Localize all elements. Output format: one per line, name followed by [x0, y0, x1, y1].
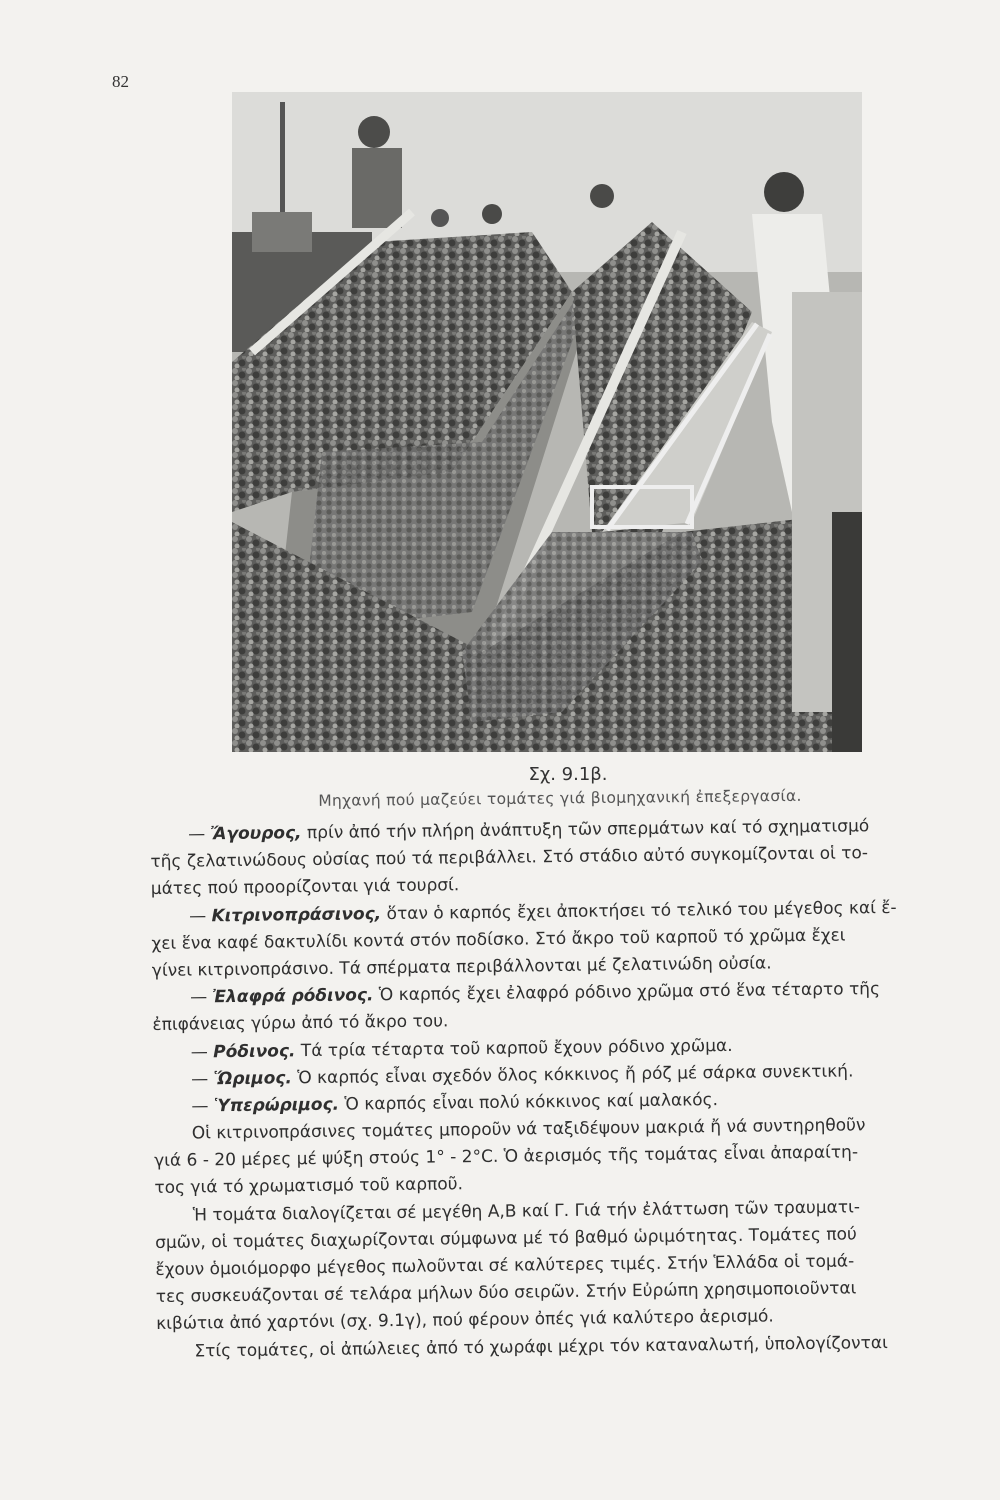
term-rodinos: Ρόδινος.	[213, 1040, 296, 1062]
term-definition: Ὁ καρπός ἔχει ἐλαφρό ρόδινο χρῶμα στό ἕνα τέταρτο τῆς	[373, 979, 881, 1006]
figure-caption: Μηχανή πού μαζεύει τομάτες γιά βιομηχανική ἐπεξεργασία.	[318, 786, 802, 810]
figure-label: Σχ. 9.1β.	[528, 764, 608, 785]
text-line: τῆς ζελατινώδους οὐσίας πού τά περιβάλλει. Στό στάδιο αὐτό συγκομίζονται οἱ το-	[150, 843, 869, 873]
text-line: γιά 6 - 20 μέρες μέ ψύξη στούς 1° - 2°C. Ὁ ἀερισμός τῆς τομάτας εἶναι ἀπαραίτη-	[154, 1142, 859, 1172]
term-kitrinoprasinos: Κιτρινοπράσινος,	[211, 903, 382, 926]
text-line: κιβώτια ἀπό χαρτόνι (σχ. 9.1γ), πού φέρουν ὀπές γιά καλύτερο ἀερισμό.	[156, 1306, 774, 1335]
term-definition: Ὁ καρπός εἶναι πολύ κόκκινος καί μαλακός.	[338, 1089, 719, 1115]
text-line: ἔχουν ὁμοιόμορφο μέγεθος πωλοῦνται σέ καλύτερες τιμές. Στήν Ἑλλάδα οἱ τομά-	[155, 1251, 855, 1280]
text-line: γίνει κιτρινοπράσινο. Τά σπέρματα περιβάλλονται μέ ζελατινώδη οὐσία.	[151, 953, 772, 981]
list-dash: —	[190, 987, 213, 1008]
list-dash: —	[188, 824, 211, 845]
text-line: Στίς τομάτες, οἱ ἀπώλειες ἀπό τό χωράφι μέχρι τόν καταναλωτή, ὑπολογίζονται	[194, 1332, 888, 1362]
text-line: σμῶν, οἱ τομάτες διαχωρίζονται σύμφωνα μέ τό βαθμό ὡριμότητας. Τομάτες πού	[155, 1224, 857, 1253]
term-definition: Ὁ καρπός εἶναι σχεδόν ὅλος κόκκινος ἤ ρόζ μέ σάρκα συνεκτική.	[291, 1061, 854, 1088]
list-dash: —	[189, 905, 212, 927]
text-line: χει ἕνα καφέ δακτυλίδι κοντά στόν ποδίσκο. Στό ἄκρο τοῦ καρποῦ τό χρῶμα ἔχει	[151, 925, 846, 954]
text-line: τες συσκευάζονται σέ τελάρα μήλων δύο σειρῶν. Στήν Εὐρώπη χρησιμοποιοῦνται	[155, 1278, 857, 1308]
body-text	[150, 812, 982, 1366]
text-line: τος γιά τό χρωματισμό τοῦ καρποῦ.	[154, 1174, 464, 1199]
photo-illustration	[232, 92, 862, 752]
list-dash: —	[190, 1041, 214, 1063]
term-agouros: Ἄγουρος,	[210, 823, 302, 845]
term-yperorimos: Ὑπερώριμος.	[213, 1094, 340, 1117]
list-dash: —	[191, 1096, 215, 1117]
term-definition: πρίν ἀπό τήν πλήρη ἀνάπτυξη τῶν σπερμάτων καί τό σχηματισμό	[301, 816, 870, 844]
figure-photo-tomato-harvester	[232, 92, 862, 752]
term-elafra-rodinos: Ἐλαφρά ρόδινος.	[212, 985, 374, 1008]
term-orimos: Ὥριμος.	[213, 1067, 292, 1089]
page-number: 82	[112, 72, 129, 91]
text-line: μάτες πού προορίζονται γιά τουρσί.	[150, 875, 460, 900]
text-line: ἐπιφάνειας γύρω ἀπό τό ἄκρο του.	[152, 1011, 449, 1036]
text-line: Ἡ τομάτα διαλογίζεται σέ μεγέθη Α,Β καί Γ. Γιά τήν ἐλάττωση τῶν τραυματι-	[192, 1196, 861, 1226]
text-line: Οἱ κιτρινοπράσινες τομάτες μποροῦν νά ταξιδέψουν μακριά ἤ νά συντηρηθοῦν	[191, 1115, 866, 1144]
term-definition: Τά τρία τέταρτα τοῦ καρποῦ ἔχουν ρόδινο χρῶμα.	[295, 1035, 733, 1061]
term-definition: ὅταν ὁ καρπός ἔχει ἀποκτήσει τό τελικό του μέγεθος καί ἔ-	[381, 897, 897, 924]
list-dash: —	[191, 1068, 214, 1090]
